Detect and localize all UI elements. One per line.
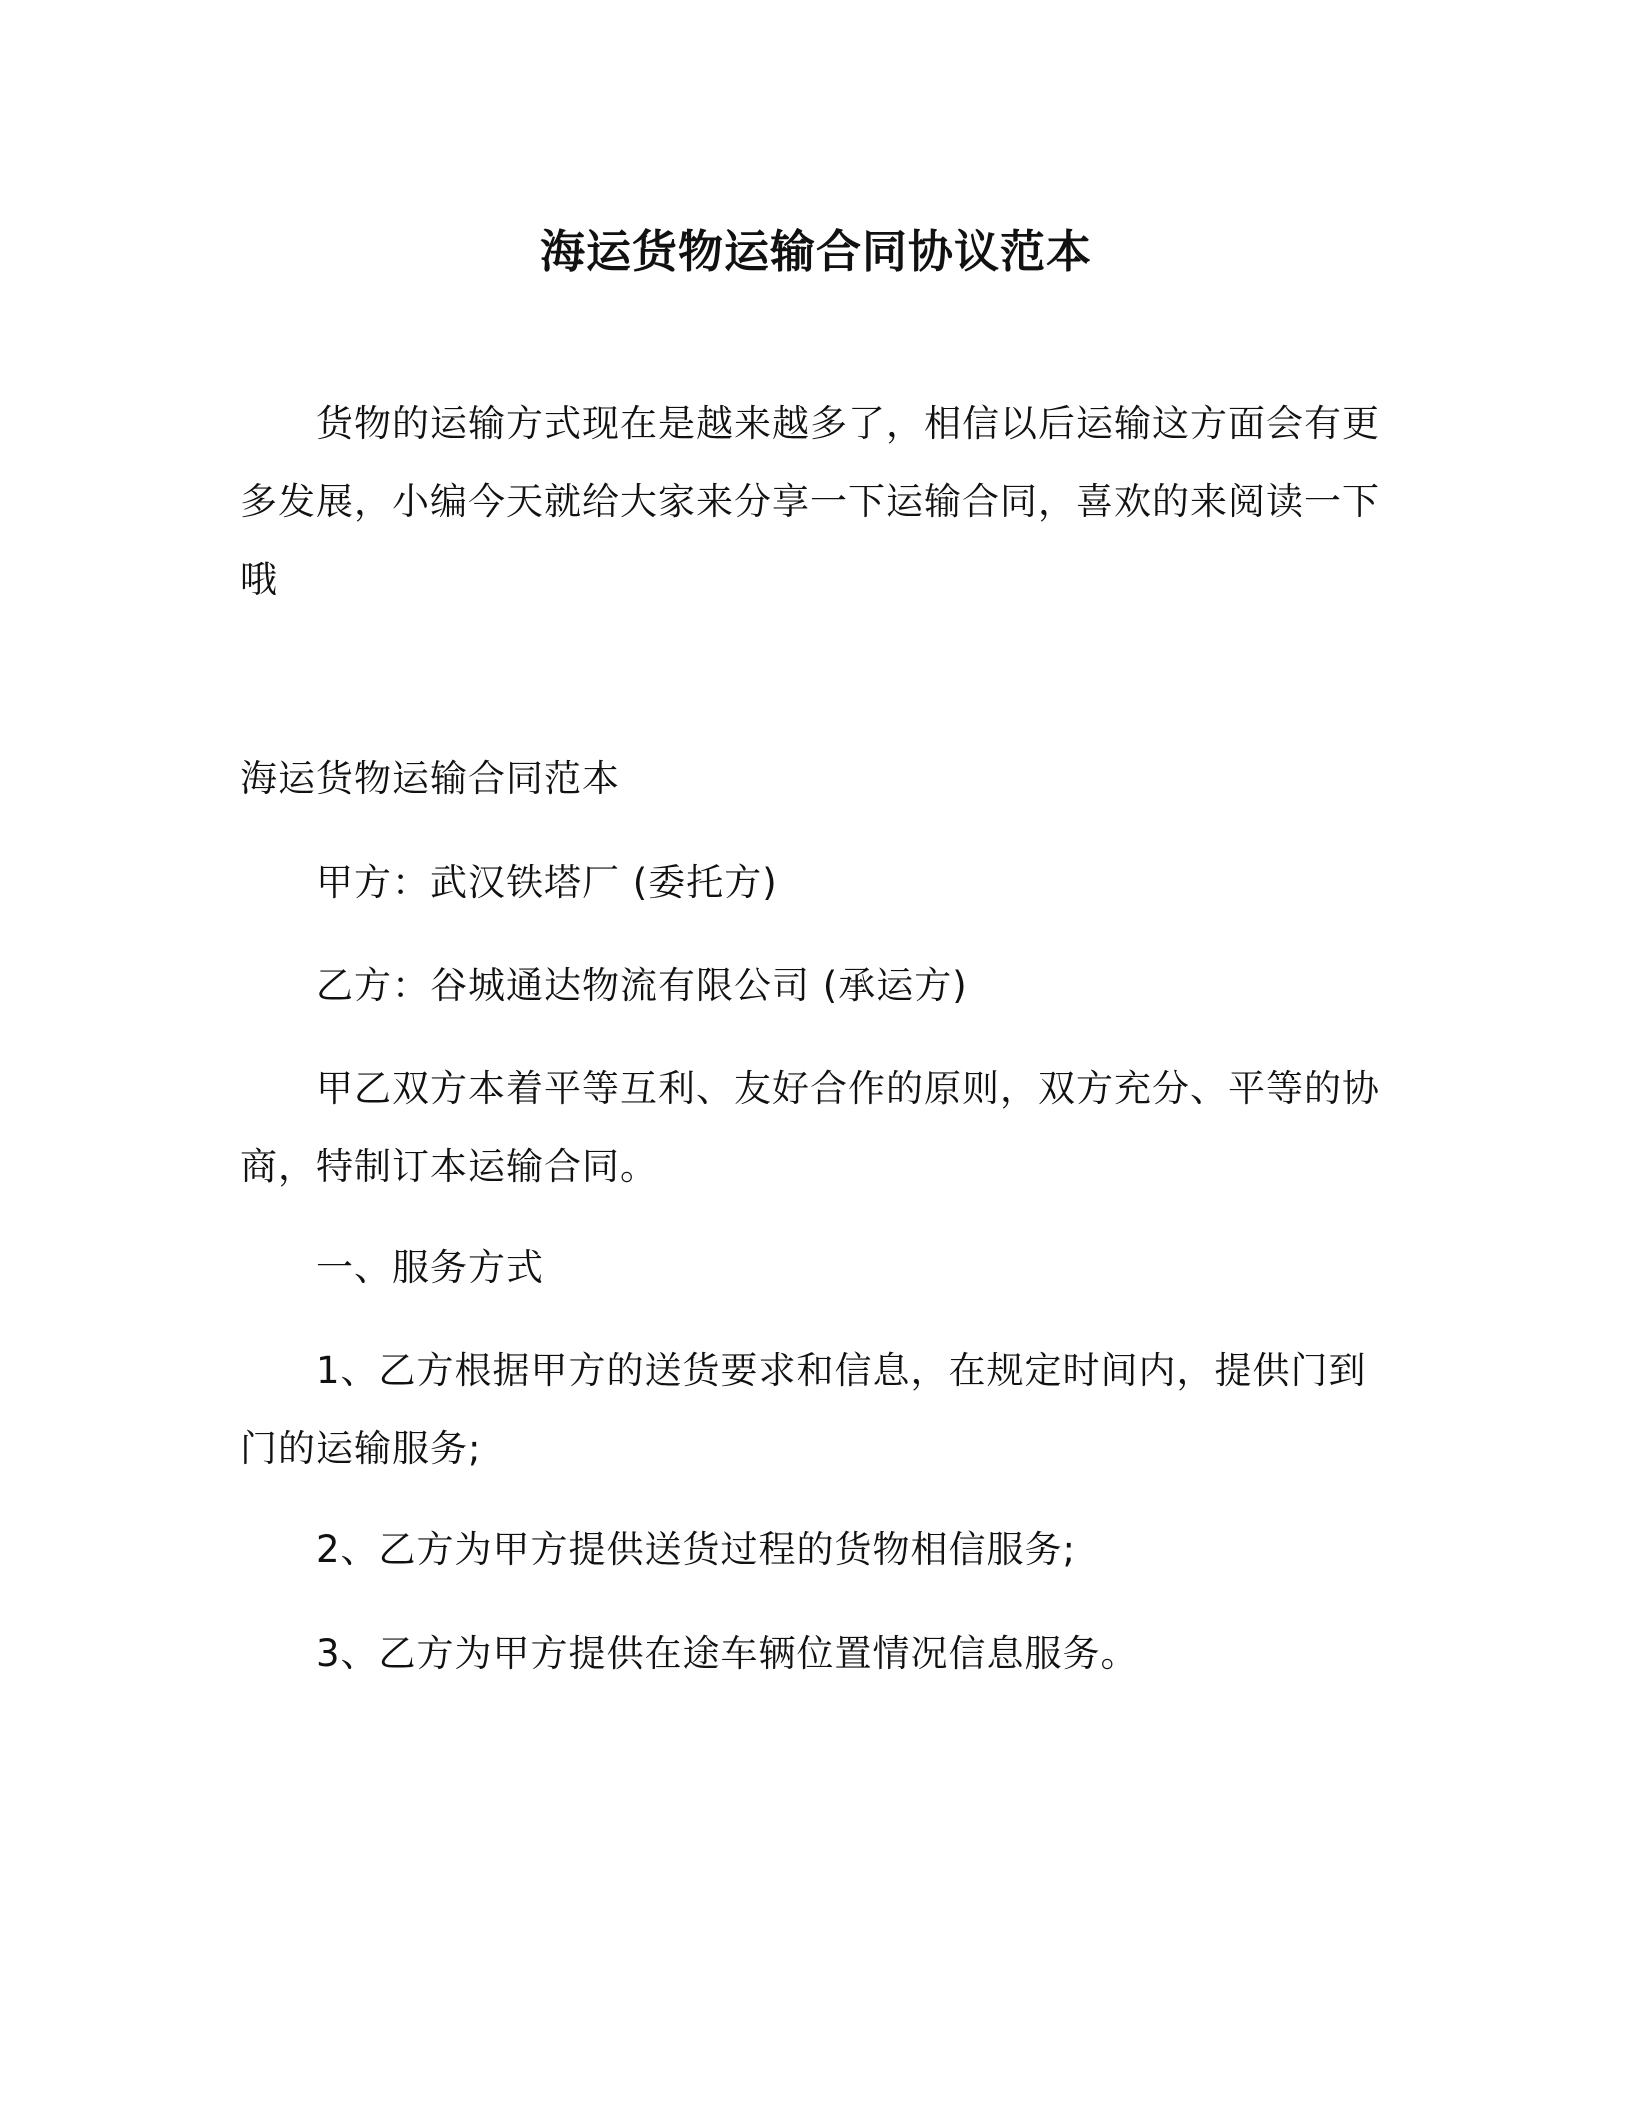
document-title: 海运货物运输合同协议范本 [539,225,1092,278]
service-item-2: 2、乙方为甲方提供送货过程的货物相信服务; [316,1528,1077,1571]
party-b-line: 乙方：谷城通达物流有限公司 (承运方) [316,964,968,1007]
intro-paragraph: 货物的运输方式现在是越来越多了，相信以后运输这方面会有更多发展，小编今天就给大家来分享一下运输合同，喜欢的来阅读一下哦 [240,402,1380,601]
party-a-line: 甲方：武汉铁塔厂 (委托方) [316,861,778,904]
service-item-3: 3、乙方为甲方提供在途车辆位置情况信息服务。 [316,1632,1139,1675]
section-heading-service: 一、服务方式 [316,1246,544,1289]
contract-subtitle: 海运货物运输合同范本 [240,757,620,800]
preamble-paragraph: 甲乙双方本着平等互利、友好合作的原则，双方充分、平等的协商，特制订本运输合同。 [240,1067,1380,1188]
service-item-1: 1、乙方根据甲方的送货要求和信息，在规定时间内，提供门到门的运输服务; [240,1349,1367,1470]
